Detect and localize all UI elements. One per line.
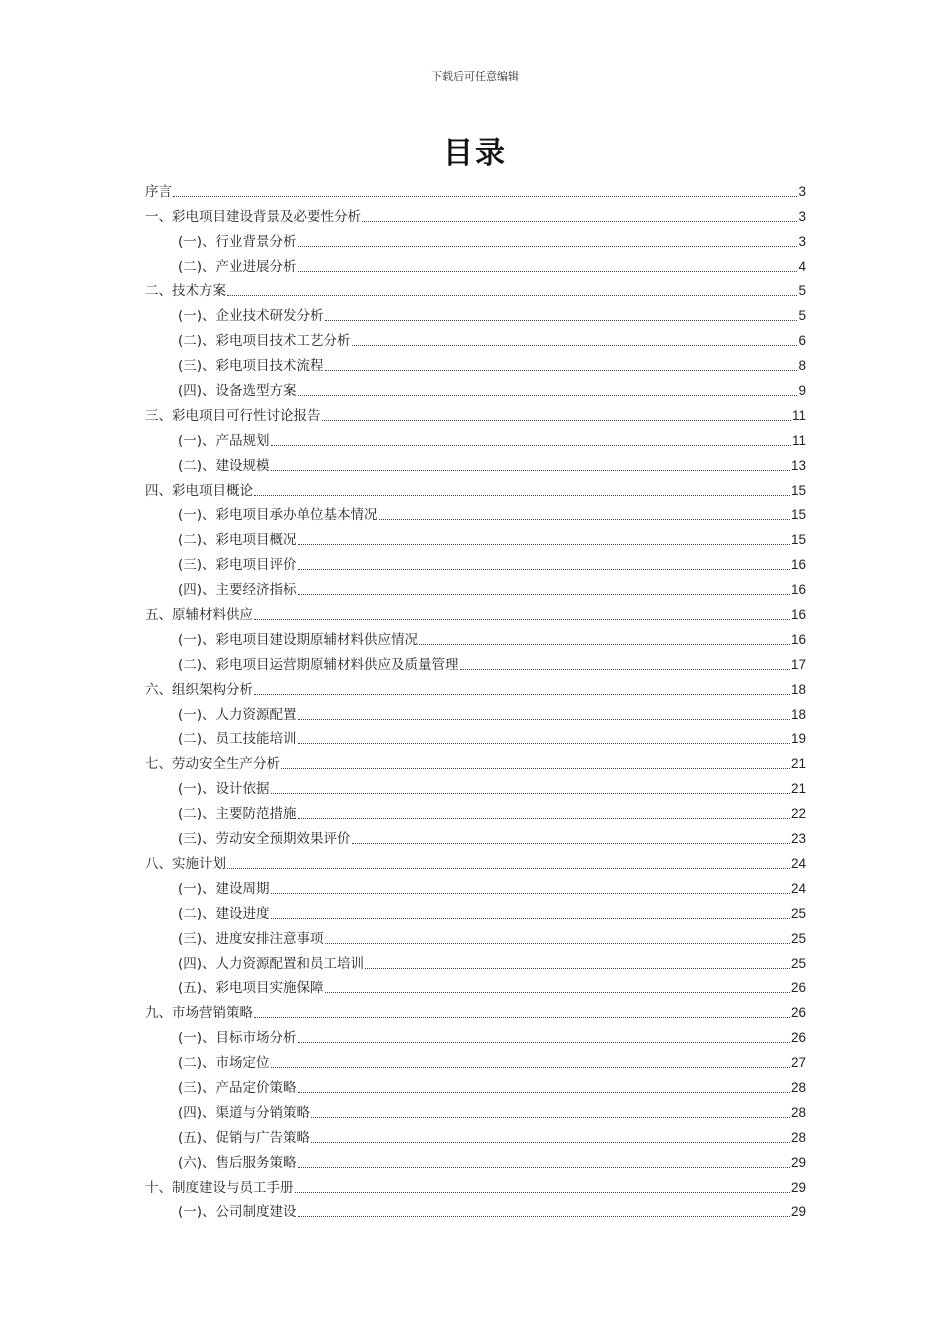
toc-entry-label: (三)、进度安排注意事项 [178, 930, 324, 947]
toc-dot-leader [298, 271, 798, 272]
toc-entry-label: (一)、企业技术研发分析 [178, 308, 324, 325]
toc-title: 目录 [443, 136, 507, 171]
toc-entry[interactable] [145, 1197, 806, 1222]
toc-entry-label: (二)、彩电项目技术工艺分析 [178, 333, 351, 350]
toc-entry[interactable] [145, 898, 806, 923]
toc-entry-page-number: 29 [790, 1154, 806, 1170]
toc-dot-leader [298, 719, 790, 720]
toc-entry-label: 序言 [145, 183, 172, 200]
toc-dot-leader [298, 569, 790, 570]
toc-entry-label: (四)、设备选型方案 [178, 383, 297, 400]
toc-entry-label: (二)、建设进度 [178, 905, 270, 922]
toc-entry[interactable] [145, 599, 806, 624]
toc-entry-label: (一)、产品规划 [178, 432, 270, 449]
toc-entry[interactable] [145, 748, 806, 773]
toc-entry-page-number: 22 [790, 806, 806, 822]
toc-entry-label: (一)、建设周期 [178, 880, 270, 897]
toc-entry-label: (二)、彩电项目概况 [178, 532, 297, 549]
toc-dot-leader [271, 470, 790, 471]
toc-entry-page-number: 11 [791, 407, 806, 423]
toc-entry-label: 九、市场营销策略 [145, 1005, 253, 1022]
toc-dot-leader [325, 370, 798, 371]
toc-entry-page-number: 26 [790, 1030, 806, 1046]
toc-entry-page-number: 21 [790, 781, 806, 797]
toc-entry[interactable] [145, 798, 806, 823]
toc-entry-label: (二)、彩电项目运营期原辅材料供应及质量管理 [178, 656, 459, 673]
toc-entry-label: (一)、人力资源配置 [178, 706, 297, 723]
toc-dot-leader [254, 1017, 790, 1018]
toc-entry[interactable] [145, 773, 806, 798]
toc-entry-page-number: 5 [798, 308, 806, 324]
toc-entry-label: (四)、人力资源配置和员工培训 [178, 955, 365, 972]
toc-entry-page-number: 24 [790, 855, 806, 871]
toc-dot-leader [311, 1117, 790, 1118]
toc-entry[interactable] [145, 201, 806, 226]
toc-dot-leader [460, 669, 790, 670]
toc-entry[interactable] [145, 1122, 806, 1147]
toc-entry-page-number: 25 [790, 955, 806, 971]
toc-entry-label: 五、原辅材料供应 [145, 607, 253, 624]
toc-dot-leader [271, 1067, 790, 1068]
toc-entry-label: 一、彩电项目建设背景及必要性分析 [145, 208, 361, 225]
toc-entry-label: 二、技术方案 [145, 283, 226, 300]
toc-dot-leader [227, 868, 790, 869]
toc-entry[interactable] [145, 475, 806, 500]
toc-entry[interactable] [145, 350, 806, 375]
toc-dot-leader [352, 843, 790, 844]
toc-dot-leader [298, 1216, 790, 1217]
toc-entry-label: (三)、彩电项目技术流程 [178, 358, 324, 375]
toc-entry[interactable] [145, 674, 806, 699]
toc-entry-page-number: 3 [798, 233, 806, 249]
toc-entry-label: (二)、建设规模 [178, 457, 270, 474]
toc-dot-leader [298, 594, 790, 595]
toc-entry-label: (二)、主要防范措施 [178, 806, 297, 823]
toc-entry-page-number: 23 [790, 831, 806, 847]
toc-dot-leader [362, 221, 797, 222]
toc-entry-label: (四)、渠道与分销策略 [178, 1104, 311, 1121]
toc-entry[interactable] [145, 549, 806, 574]
toc-entry[interactable] [145, 973, 806, 998]
toc-entry[interactable] [145, 1097, 806, 1122]
toc-dot-leader [298, 1167, 790, 1168]
toc-entry-page-number: 27 [790, 1055, 806, 1071]
toc-entry-label: (四)、主要经济指标 [178, 582, 297, 599]
toc-dot-leader [322, 420, 791, 421]
toc-entry-page-number: 15 [790, 482, 806, 498]
toc-entry[interactable] [145, 425, 806, 450]
toc-dot-leader [325, 320, 798, 321]
toc-entry-page-number: 4 [798, 258, 806, 274]
toc-entry-page-number: 28 [790, 1104, 806, 1120]
toc-dot-leader [271, 445, 791, 446]
toc-entry-page-number: 3 [798, 208, 806, 224]
toc-dot-leader [352, 345, 798, 346]
toc-dot-leader [325, 943, 790, 944]
toc-entry[interactable] [145, 176, 806, 201]
toc-dot-leader [298, 1092, 790, 1093]
toc-dot-leader [173, 196, 797, 197]
toc-entry-page-number: 15 [790, 507, 806, 523]
table-of-contents [145, 176, 806, 1221]
toc-entry-page-number: 6 [798, 333, 806, 349]
toc-entry-page-number: 16 [790, 607, 806, 623]
toc-entry-page-number: 11 [791, 432, 806, 448]
toc-entry[interactable] [145, 450, 806, 475]
toc-dot-leader [271, 918, 790, 919]
toc-entry[interactable] [145, 1172, 806, 1197]
toc-entry-label: (六)、售后服务策略 [178, 1154, 297, 1171]
toc-entry-label: 四、彩电项目概论 [145, 482, 253, 499]
toc-entry-page-number: 16 [790, 557, 806, 573]
toc-entry-label: (三)、彩电项目评价 [178, 557, 297, 574]
toc-dot-leader [254, 495, 790, 496]
toc-entry-label: (一)、设计依据 [178, 781, 270, 798]
toc-entry-page-number: 5 [798, 283, 806, 299]
toc-dot-leader [271, 893, 790, 894]
toc-entry-page-number: 25 [790, 930, 806, 946]
toc-entry[interactable] [145, 1072, 806, 1097]
toc-entry-page-number: 16 [790, 582, 806, 598]
toc-entry-label: (五)、促销与广告策略 [178, 1129, 311, 1146]
toc-entry[interactable] [145, 375, 806, 400]
toc-entry[interactable] [145, 400, 806, 425]
toc-entry[interactable] [145, 226, 806, 251]
toc-entry-label: (一)、目标市场分析 [178, 1030, 297, 1047]
toc-dot-leader [298, 743, 790, 744]
toc-entry-page-number: 25 [790, 905, 806, 921]
toc-entry-page-number: 28 [790, 1079, 806, 1095]
toc-entry-page-number: 21 [790, 756, 806, 772]
toc-entry-page-number: 29 [790, 1179, 806, 1195]
toc-entry[interactable] [145, 724, 806, 749]
toc-dot-leader [298, 246, 798, 247]
toc-entry[interactable] [145, 1022, 806, 1047]
toc-entry-label: 十、制度建设与员工手册 [145, 1179, 294, 1196]
toc-entry-label: (二)、产业进展分析 [178, 258, 297, 275]
toc-entry-label: 六、组织架构分析 [145, 681, 253, 698]
toc-entry[interactable] [145, 500, 806, 525]
toc-dot-leader [271, 793, 790, 794]
toc-entry[interactable] [145, 300, 806, 325]
toc-entry-label: (二)、市场定位 [178, 1055, 270, 1072]
toc-dot-leader [311, 1142, 790, 1143]
toc-entry[interactable] [145, 699, 806, 724]
toc-dot-leader [325, 992, 790, 993]
toc-entry-label: (三)、产品定价策略 [178, 1079, 297, 1096]
toc-entry[interactable] [145, 524, 806, 549]
toc-dot-leader [298, 1042, 790, 1043]
toc-entry-page-number: 26 [790, 1005, 806, 1021]
toc-entry-page-number: 19 [790, 731, 806, 747]
toc-entry[interactable] [145, 325, 806, 350]
toc-dot-leader [365, 968, 790, 969]
toc-entry-page-number: 28 [790, 1129, 806, 1145]
toc-dot-leader [227, 295, 797, 296]
toc-entry[interactable] [145, 649, 806, 674]
toc-entry[interactable] [145, 948, 806, 973]
toc-entry-page-number: 24 [790, 880, 806, 896]
toc-entry-label: (一)、彩电项目建设期原辅材料供应情况 [178, 631, 419, 648]
toc-entry-label: (三)、劳动安全预期效果评价 [178, 831, 351, 848]
toc-dot-leader [298, 544, 790, 545]
toc-entry-label: 八、实施计划 [145, 855, 226, 872]
toc-entry-page-number: 16 [790, 631, 806, 647]
toc-entry-page-number: 17 [790, 656, 806, 672]
toc-entry-page-number: 13 [790, 457, 806, 473]
toc-entry[interactable] [145, 823, 806, 848]
toc-entry-page-number: 9 [798, 383, 806, 399]
toc-entry[interactable] [145, 1147, 806, 1172]
toc-entry[interactable] [145, 276, 806, 301]
toc-dot-leader [298, 818, 790, 819]
toc-entry-label: 三、彩电项目可行性讨论报告 [145, 407, 321, 424]
toc-dot-leader [298, 395, 798, 396]
toc-entry[interactable] [145, 1047, 806, 1072]
header-note: 下载后可任意编辑 [431, 70, 519, 83]
toc-entry[interactable] [145, 848, 806, 873]
toc-entry-page-number: 18 [790, 706, 806, 722]
toc-entry-label: (一)、行业背景分析 [178, 233, 297, 250]
toc-entry-label: (二)、员工技能培训 [178, 731, 297, 748]
toc-entry[interactable] [145, 251, 806, 276]
toc-entry[interactable] [145, 574, 806, 599]
toc-entry-page-number: 3 [798, 183, 806, 199]
toc-entry-page-number: 15 [790, 532, 806, 548]
toc-entry[interactable] [145, 624, 806, 649]
toc-dot-leader [281, 768, 790, 769]
toc-entry-label: (一)、彩电项目承办单位基本情况 [178, 507, 378, 524]
toc-entry-label: (一)、公司制度建设 [178, 1204, 297, 1221]
toc-entry-page-number: 8 [798, 358, 806, 374]
toc-entry-label: 七、劳动安全生产分析 [145, 756, 280, 773]
toc-entry-page-number: 26 [790, 980, 806, 996]
toc-entry[interactable] [145, 997, 806, 1022]
toc-dot-leader [379, 519, 790, 520]
toc-entry[interactable] [145, 923, 806, 948]
toc-dot-leader [295, 1192, 790, 1193]
toc-dot-leader [419, 644, 790, 645]
toc-dot-leader [254, 619, 790, 620]
toc-entry-page-number: 18 [790, 681, 806, 697]
toc-entry-page-number: 29 [790, 1204, 806, 1220]
toc-entry-label: (五)、彩电项目实施保障 [178, 980, 324, 997]
toc-entry[interactable] [145, 873, 806, 898]
toc-dot-leader [254, 694, 790, 695]
